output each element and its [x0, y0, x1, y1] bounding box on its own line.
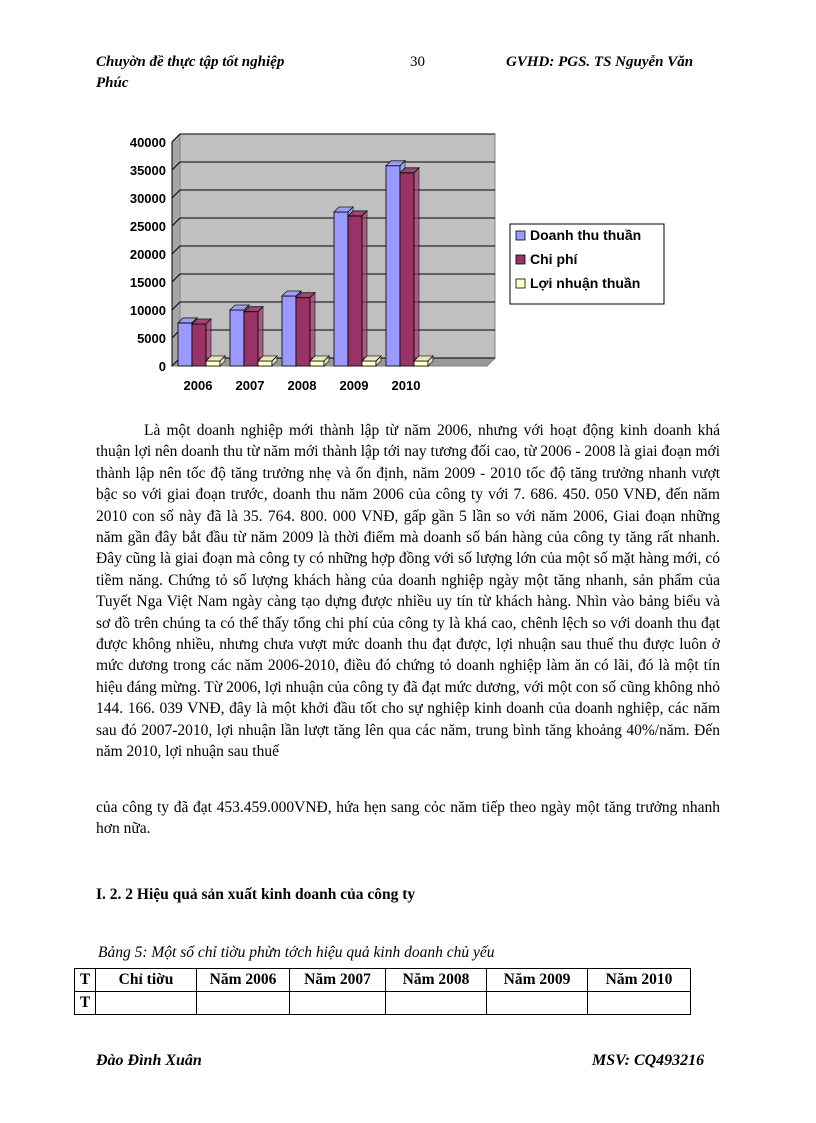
row-cell-empty [487, 992, 588, 1015]
y-tick-label: 10000 [129, 303, 166, 318]
x-tick-label: 2009 [339, 378, 369, 393]
row-cell-empty [290, 992, 386, 1015]
bar-side-4-1 [414, 168, 419, 366]
header-cell-2008: Năm 2008 [386, 969, 487, 992]
bar-0-0 [178, 323, 192, 366]
bar-3-1 [348, 216, 362, 366]
bar-2-1 [296, 298, 310, 366]
header-cell-stt: T [75, 969, 96, 992]
y-tick-label: 25000 [129, 219, 166, 234]
table-header-row [75, 969, 691, 992]
bar-3-0 [334, 212, 348, 366]
header-cell-2007: Năm 2007 [290, 969, 386, 992]
paragraph-2: của công ty đã đạt 453.459.000VNĐ, hứa hẹn sang cỏc năm tiếp theo ngày một tăng trưởng nhanh hơn nữa. [96, 799, 720, 838]
bar-side-2-1 [310, 293, 315, 366]
header-cell-2006: Năm 2006 [197, 969, 290, 992]
row-cell-empty [197, 992, 290, 1015]
y-tick-label: 30000 [129, 191, 166, 206]
footer-student-id: MSV: CQ493216 [592, 1052, 705, 1069]
legend-swatch [516, 255, 525, 264]
bar-3-2 [362, 361, 376, 366]
row-cell-empty [588, 992, 691, 1015]
header-cell-2010: Năm 2010 [588, 969, 691, 992]
page-number: 30 [410, 54, 425, 70]
bar-1-1 [244, 312, 258, 366]
header-title-continued: Phúc [96, 75, 129, 91]
section-title: I. 2. 2 Hiệu quả sản xuất kinh doanh của công ty [96, 886, 416, 903]
revenue-cost-profit-chart [92, 126, 672, 398]
y-tick-label: 40000 [129, 135, 166, 150]
paragraph-1: Là một doanh nghiệp mới thành lập từ năm 2006, nhưng với hoạt động kinh doanh khá thuận lợi nên doanh thu từ năm mới thành lập tới nay tương đối cao, từ 2006 - 2008 là giai đoạn mới thành lập nên tốc độ tăng trưởng nhẹ và ổn định, năm 2009 - 2010 tốc độ tăng trưởng nhanh vượt bậc so với giai đoạn trước, doanh thu năm 2006 của công ty với 7. 686. 450. 050 VNĐ, đến năm 2010 con số này đã là 35. 764. 800. 000 VNĐ, gấp gần 5 lần so với năm 2006, Giai đoạn những năm gần đây bắt đầu từ năm 2009 là thời điểm mà doanh số bán hàng của công ty tăng rất nhanh. Đây cũng là giai đoạn mà công ty có những hợp đồng với số lượng lớn của một số mặt hàng mới, có tiềm năng. Chứng tỏ số lượng khách hàng của doanh nghiệp ngày một tăng nhanh, sản phẩm của Tuyết Nga Việt Nam ngày càng tạo dựng được nhiều uy tín từ khách hàng. Nhìn vào bảng biểu và sơ đồ trên chúng ta có thể thấy tổng chi phí của công ty là khá cao, chênh lệch so với doanh thu đạt được không nhiều, nhưng chưa vượt mức doanh thu đạt được, lợi nhuận sau thuế thu được luôn ở mức dương trong các năm 2006-2010, điều đó chứng tỏ doanh nghiệp làm ăn có lãi, đó là một tín hiệu đáng mừng. Từ 2006, lợi nhuận của công ty đã đạt mức dương, với một con số cũng không nhỏ 144. 166. 039 VNĐ, đây là một khởi đầu tốt cho sự nghiệp kinh doanh của doanh nghiệp, các năm sau đó 2007-2010, lợi nhuận lần lượt tăng lên qua các năm, trung bình tăng khoảng 40%/năm. Đến năm 2010, lợi nhuận sau thuế [96, 422, 720, 761]
y-tick-label: 20000 [129, 247, 166, 262]
x-tick-label: 2007 [235, 378, 265, 393]
row-cell-empty [386, 992, 487, 1015]
y-tick-label: 15000 [129, 275, 166, 290]
chart-svg [92, 126, 672, 398]
legend-swatch [516, 279, 525, 288]
x-tick-label: 2006 [183, 378, 213, 393]
x-tick-label: 2010 [391, 378, 421, 393]
bar-2-0 [282, 296, 296, 366]
bar-1-0 [230, 310, 244, 366]
legend-label: Doanh thu thuần [530, 227, 642, 243]
legend-swatch [516, 231, 525, 240]
bar-2-2 [310, 361, 324, 366]
header-cell-indicator: Chỉ tiờu [96, 969, 197, 992]
bar-4-1 [400, 173, 414, 366]
header-title: Chuyờn đề thực tập tốt nghiệp [96, 54, 285, 70]
bar-4-0 [386, 166, 400, 366]
y-tick-label: 5000 [137, 331, 166, 346]
legend-label: Chi phí [530, 251, 578, 267]
bar-1-2 [258, 361, 272, 366]
row-cell-empty [96, 992, 197, 1015]
bar-0-2 [206, 361, 220, 366]
indicator-table [74, 968, 691, 1015]
footer-author: Đào Đình Xuân [96, 1052, 202, 1069]
legend-label: Lợi nhuận thuần [530, 275, 641, 291]
bar-4-2 [414, 361, 428, 366]
bar-0-1 [192, 324, 206, 366]
table-row [75, 992, 691, 1015]
y-tick-label: 35000 [129, 163, 166, 178]
y-tick-label: 0 [158, 359, 166, 374]
table-caption: Bảng 5: Một số chỉ tiờu phừn tớch hiệu quả kinh doanh chủ yếu [98, 944, 495, 961]
header-cell-2009: Năm 2009 [487, 969, 588, 992]
x-tick-label: 2008 [287, 378, 317, 393]
bar-side-3-1 [362, 211, 367, 366]
header-advisor: GVHD: PGS. TS Nguyễn Văn [506, 54, 694, 70]
row-cell-stt: T [75, 992, 96, 1015]
